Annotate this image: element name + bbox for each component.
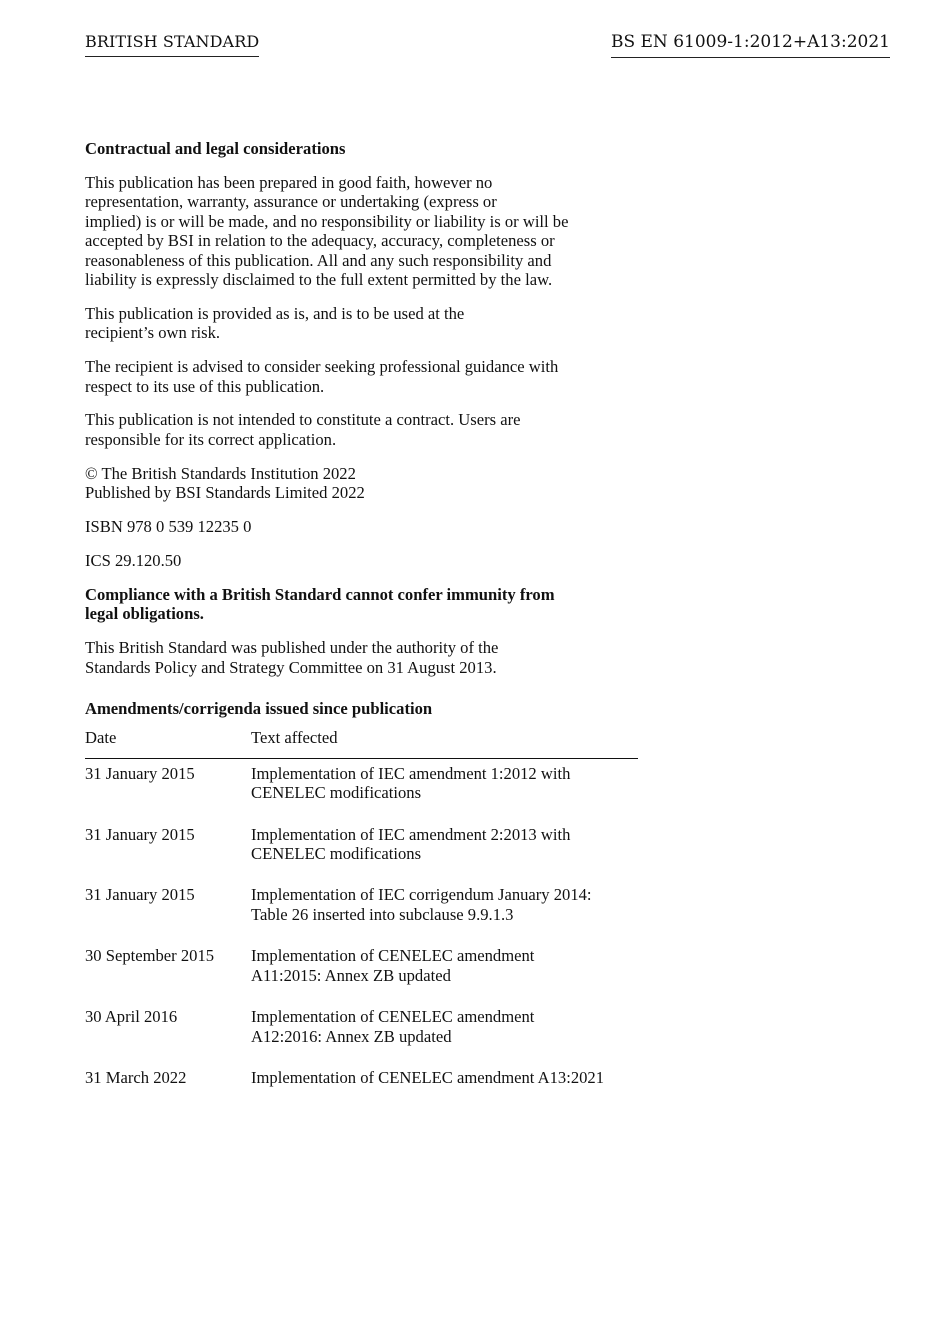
table-row [85, 758, 638, 818]
text-line: Implementation of IEC amendment 2:2013 with [251, 824, 571, 844]
header-right-standard-number: BS EN 61009-1:2012+A13:2021 [611, 31, 890, 58]
legal-paragraph-4 [85, 410, 640, 449]
compliance-text [85, 638, 640, 677]
text-line: This publication is provided as is, and is to be used at the [85, 303, 465, 323]
table-row [85, 879, 638, 940]
amendment-date: 31 January 2015 [85, 763, 195, 783]
legal-paragraph-3 [85, 357, 640, 396]
text-line: representation, warranty, assurance or undertaking (express or [85, 192, 497, 212]
amendments-table [85, 722, 638, 1103]
ics-code: ICS 29.120.50 [85, 551, 182, 570]
header-left-label: BRITISH STANDARD [85, 31, 259, 57]
text-line: legal obligations. [85, 604, 204, 624]
text-line: recipient’s own risk. [85, 323, 221, 343]
text-line: respect to its use of this publication. [85, 376, 325, 396]
amendment-text [251, 879, 638, 940]
copyright-block [85, 464, 640, 503]
compliance-heading [85, 585, 640, 624]
amendments-title: Amendments/corrigenda issued since publication [85, 699, 433, 719]
amendment-text [251, 1001, 638, 1062]
text-line: This publication is not intended to constitute a contract. Users are [85, 410, 521, 430]
text-line: responsible for its correct application. [85, 429, 337, 449]
text-line: Implementation of IEC corrigendum January 2014: [251, 885, 592, 905]
amendment-date: 31 January 2015 [85, 885, 195, 905]
text-line: The recipient is advised to consider seeking professional guidance with [85, 357, 559, 377]
text-line: Implementation of CENELEC amendment A13:2021 [251, 1067, 605, 1087]
text-line: CENELEC modifications [251, 783, 422, 803]
legal-heading: Contractual and legal considerations [85, 139, 346, 158]
text-line: reasonableness of this publication. All and any such responsibility and [85, 250, 552, 270]
amendment-text [251, 1062, 638, 1103]
amendment-text [251, 758, 638, 818]
text-line: A11:2015: Annex ZB updated [251, 965, 451, 985]
legal-paragraph-2 [85, 304, 640, 343]
text-line: liability is expressly disclaimed to the full extent permitted by the law. [85, 269, 553, 289]
text-line: Standards Policy and Strategy Committee on 31 August 2013. [85, 657, 497, 677]
amendment-date: 30 September 2015 [85, 946, 215, 966]
page-content [85, 139, 640, 1103]
publisher-line: Published by BSI Standards Limited 2022 [85, 483, 365, 503]
table-row [85, 1001, 638, 1062]
text-line: Implementation of CENELEC amendment [251, 1007, 535, 1027]
text-line: This publication has been prepared in good faith, however no [85, 172, 493, 192]
text-line: Compliance with a British Standard cannot confer immunity from [85, 584, 555, 604]
text-line: accepted by BSI in relation to the adequacy, accuracy, completeness or [85, 231, 555, 251]
amendment-text [251, 819, 638, 880]
amendment-date: 31 January 2015 [85, 824, 195, 844]
column-header-date: Date [85, 722, 251, 758]
amendment-date: 31 March 2022 [85, 1067, 187, 1087]
text-line: Table 26 inserted into subclause 9.9.1.3 [251, 904, 514, 924]
table-header-row [85, 722, 638, 758]
amendment-date: 30 April 2016 [85, 1007, 178, 1027]
copyright-line: © The British Standards Institution 2022 [85, 463, 356, 483]
text-line: This British Standard was published under the authority of the [85, 638, 499, 658]
text-line: implied) is or will be made, and no responsibility or liability is or will be [85, 211, 569, 231]
column-header-text-affected: Text affected [251, 722, 638, 758]
table-row [85, 1062, 638, 1103]
text-line: Implementation of IEC amendment 1:2012 with [251, 763, 571, 783]
table-row [85, 819, 638, 880]
text-line: CENELEC modifications [251, 844, 422, 864]
text-line: A12:2016: Annex ZB updated [251, 1026, 452, 1046]
text-line: Implementation of CENELEC amendment [251, 946, 535, 966]
legal-paragraph-1 [85, 173, 640, 289]
table-row [85, 940, 638, 1001]
amendment-text [251, 940, 638, 1001]
isbn: ISBN 978 0 539 12235 0 [85, 517, 252, 537]
